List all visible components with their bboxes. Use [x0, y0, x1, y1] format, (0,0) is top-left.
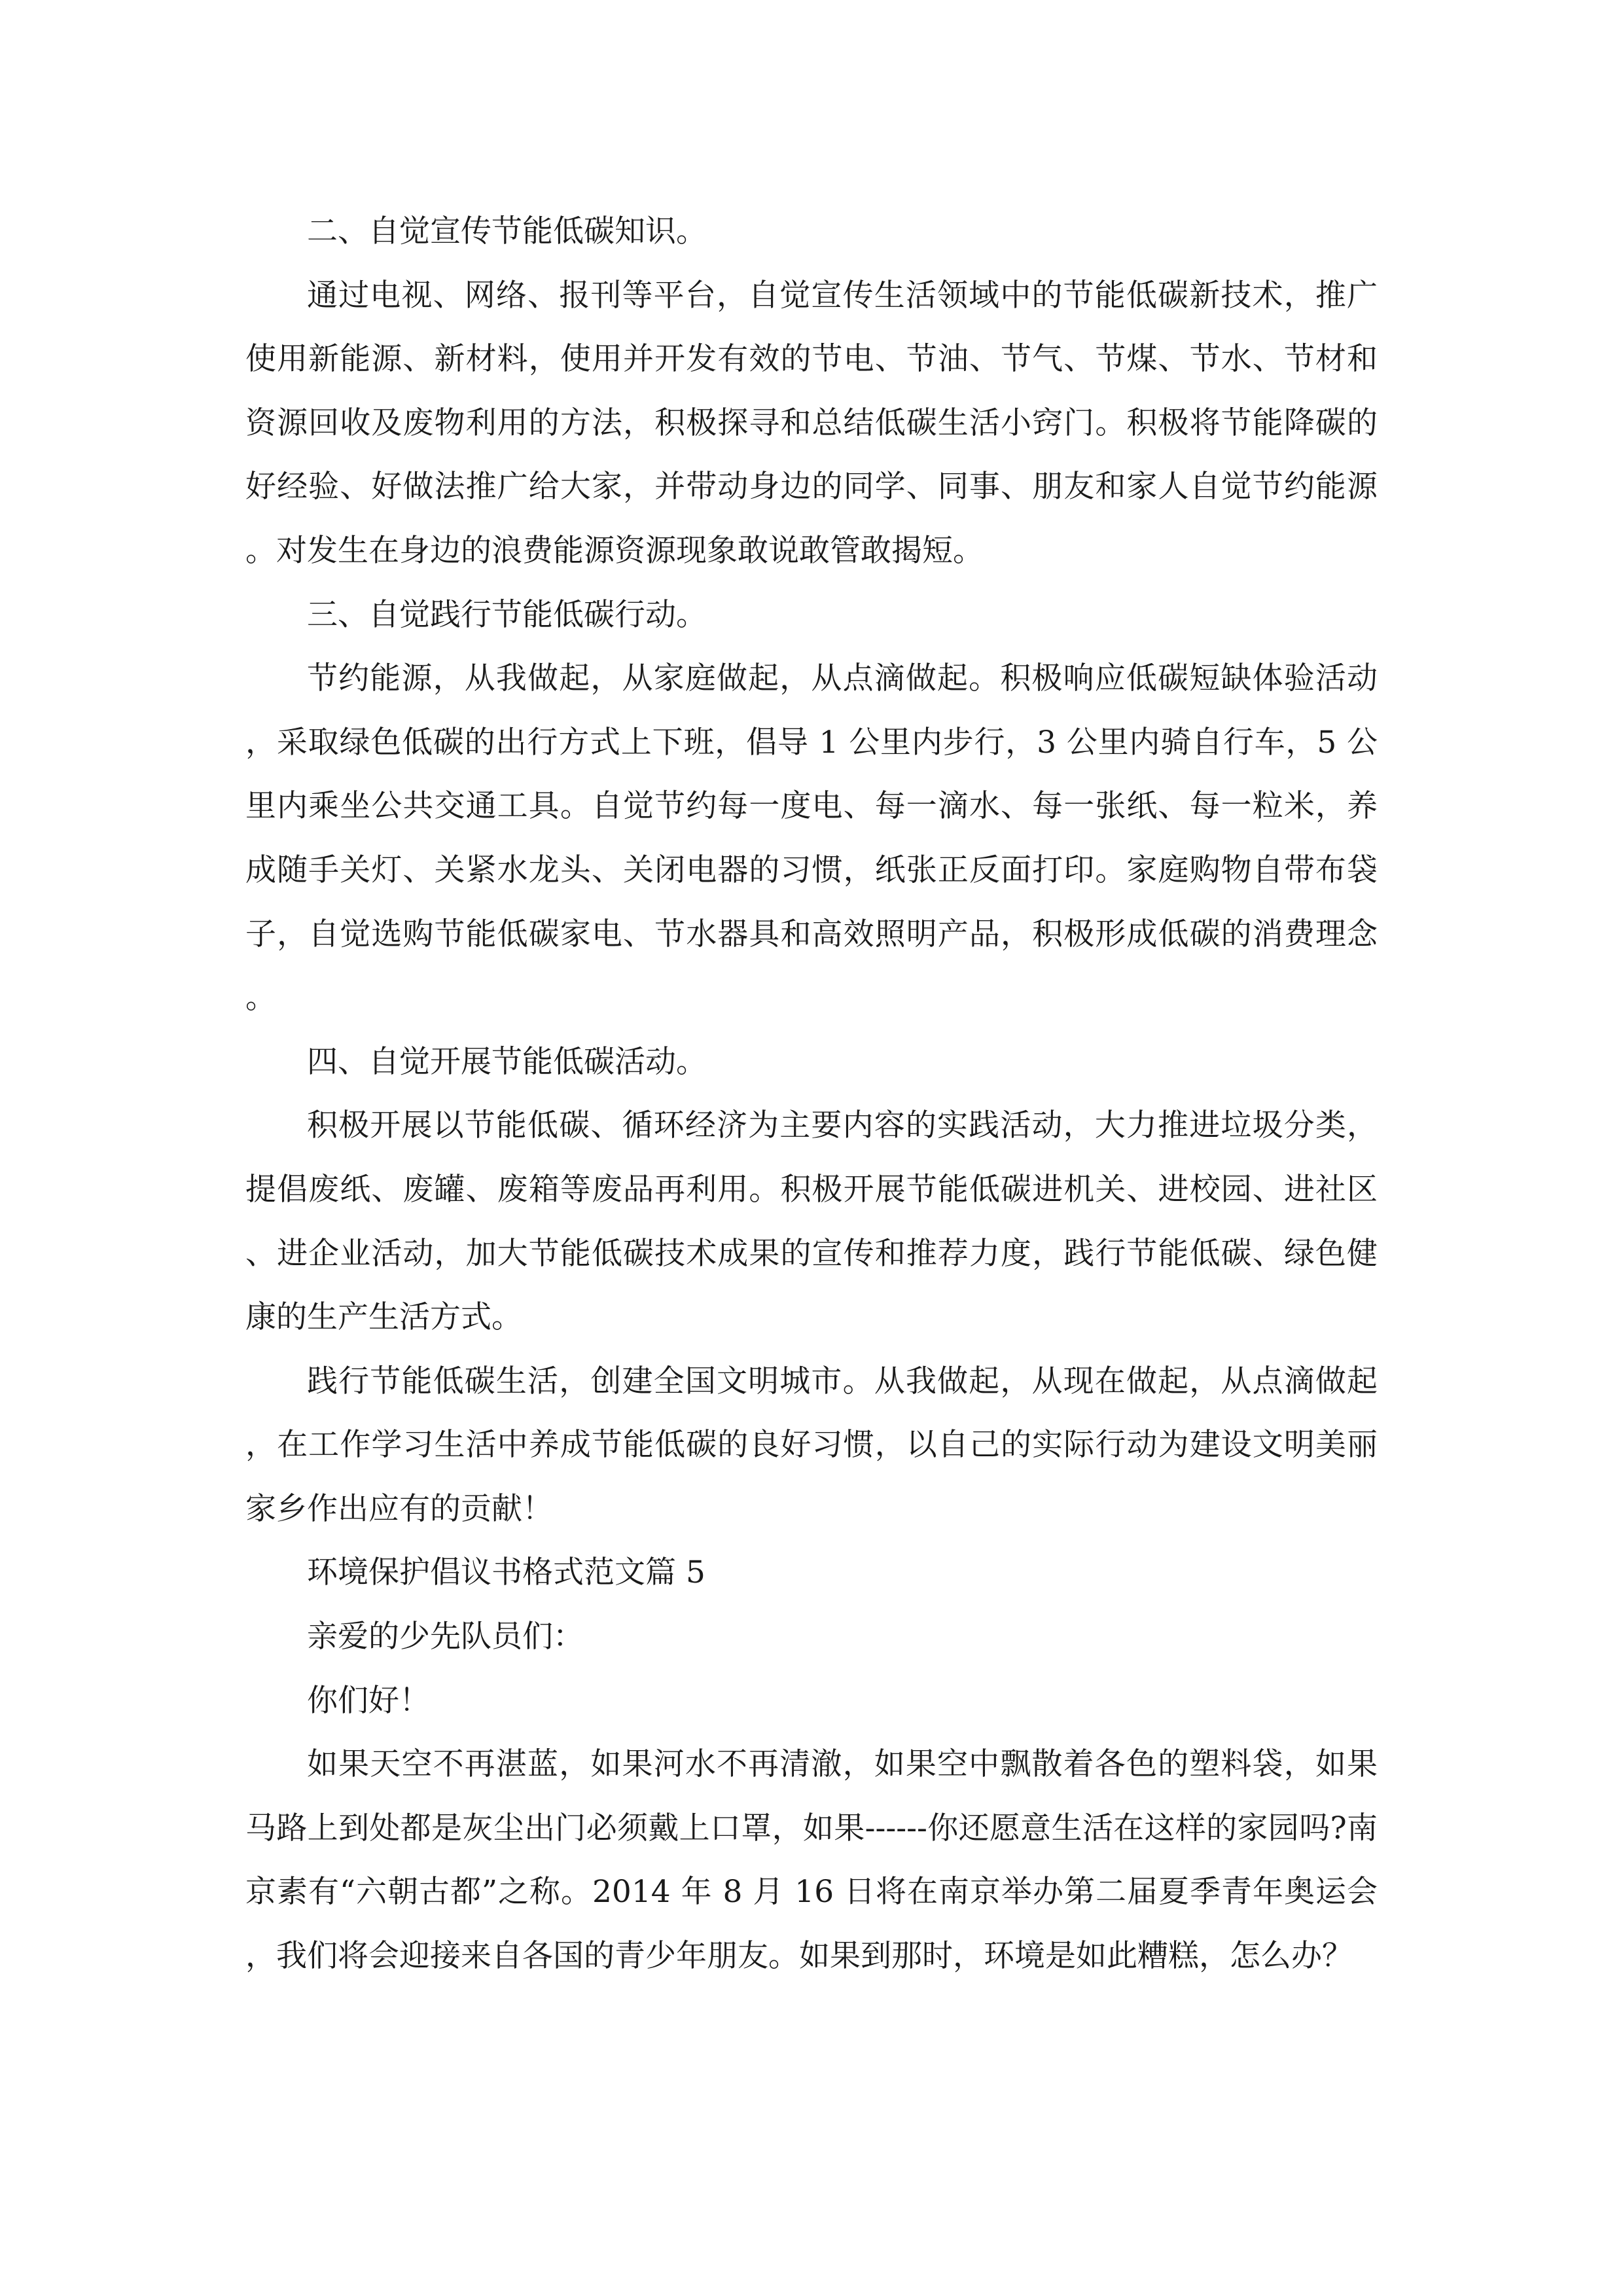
greeting: 你们好！ [307, 1682, 430, 1719]
paragraph-closing: 践行节能低碳生活，创建全国文明城市。从我做起，从现在做起，从点滴做起，在工作学习生活中养成节能低碳的良好习惯，以自己的实际行动为建设文明美丽家乡作出应有的贡献！ [245, 1363, 1378, 1527]
article-title: 环境保护倡议书格式范文篇 5 [307, 1554, 705, 1591]
salutation: 亲爱的少先队员们： [307, 1619, 584, 1655]
paragraph-activities: 积极开展以节能低碳、循环经济为主要内容的实践活动，大力推进垃圾分类，提倡废纸、废罐、废箱等废品再利用。积极开展节能低碳进机关、进校园、进社区、进企业活动，加大节能低碳技术成果的宣传和推荐力度，践行节能低碳、绿色健康的生产生活方式。 [245, 1107, 1378, 1336]
document-body [245, 200, 1378, 1988]
section-heading-3: 三、自觉践行节能低碳行动。 [307, 596, 707, 633]
paragraph-action: 节约能源，从我做起，从家庭做起，从点滴做起。积极响应低碳短缺体验活动，采取绿色低碳的出行方式上下班，倡导 1 公里内步行，3 公里内骑自行车，5 公里内乘坐公共交通工具。自觉节约每一度电、每一滴水、每一张纸、每一粒米，养成随手关灯、关紧水龙头、关闭电器的习惯，纸张正反面打印。家庭购物自带布袋子，自觉选购节能低碳家电、节水器具和高效照明产品，积极形成低碳的消费理念。 [245, 660, 1378, 1016]
paragraph-intro: 如果天空不再湛蓝，如果河水不再清澈，如果空中飘散着各色的塑料袋，如果马路上到处都是灰尘出门必须戴上口罩，如果------你还愿意生活在这样的家园吗?南京素有“六朝古都”之称。2014 年 8 月 16 日将在南京举办第二届夏季青年奥运会，我们将会迎接来自各国的青少年朋友。如果到那时，环境是如此糟糕，怎么办？ [245, 1746, 1378, 1975]
section-heading-4: 四、自觉开展节能低碳活动。 [307, 1043, 707, 1080]
section-heading-2: 二、自觉宣传节能低碳知识。 [307, 213, 707, 249]
paragraph-publicity: 通过电视、网络、报刊等平台，自觉宣传生活领域中的节能低碳新技术，推广使用新能源、新材料，使用并开发有效的节电、节油、节气、节煤、节水、节材和资源回收及废物利用的方法，积极探寻和总结低碳生活小窍门。积极将节能降碳的好经验、好做法推广给大家，并带动身边的同学、同事、朋友和家人自觉节约能源。对发生在身边的浪费能源资源现象敢说敢管敢揭短。 [245, 277, 1378, 569]
